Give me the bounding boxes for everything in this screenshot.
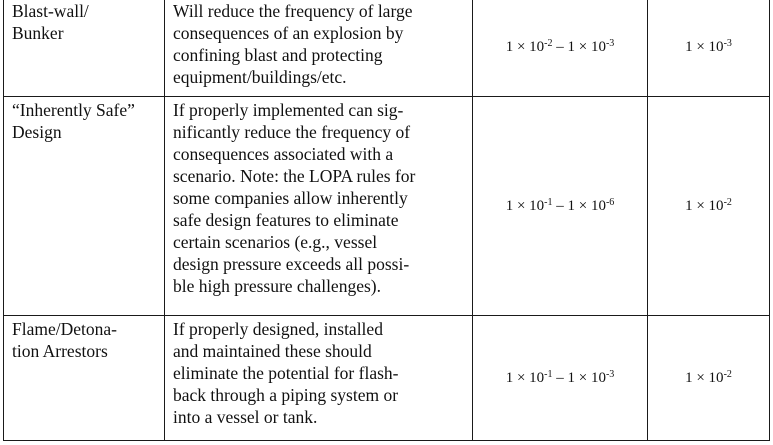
description-line: scenario. Note: the LOPA rules for <box>173 166 416 186</box>
pfd-exponent: -3 <box>723 38 732 49</box>
ipl-name-line: Blast-wall/ <box>12 1 89 21</box>
generic-pfd-cell <box>648 0 770 97</box>
pfd-base: 1 × 10 <box>685 198 724 214</box>
ipl-description-cell <box>165 0 473 97</box>
description-line: ble high pressure challenges). <box>173 276 381 296</box>
description-line: consequences associated with a <box>173 144 394 164</box>
pfd-base: 1 × 10 <box>685 370 724 386</box>
range-low-base: 1 × 10 <box>505 198 545 214</box>
description-line: If properly designed, installed <box>173 319 383 339</box>
pfd-range-cell <box>473 316 648 441</box>
ipl-description-cell <box>165 97 473 316</box>
pfd-range-cell <box>473 0 648 97</box>
range-separator: – <box>552 39 568 55</box>
description-line: design pressure exceeds all possi- <box>173 254 410 274</box>
range-high-exponent: -3 <box>605 369 615 380</box>
range-low-exponent: -2 <box>544 38 553 49</box>
description-line: safe design features to eliminate <box>173 210 399 230</box>
description-line: equipment/buildings/etc. <box>173 67 347 87</box>
pfd-base: 1 × 10 <box>685 39 724 55</box>
ipl-name-line: Flame/Detona- <box>12 319 117 339</box>
description-line: Will reduce the frequency of large <box>173 1 413 21</box>
generic-pfd-cell <box>648 97 770 316</box>
range-low-base: 1 × 10 <box>505 370 545 386</box>
range-high-base: 1 × 10 <box>567 370 606 386</box>
pfd-range-cell <box>473 97 648 316</box>
protection-layer-table <box>3 0 770 441</box>
range-high-exponent: -6 <box>605 197 615 208</box>
range-separator: – <box>552 370 568 386</box>
range-low-exponent: -1 <box>544 197 553 208</box>
ipl-name-line: “Inherently Safe” <box>12 100 135 120</box>
range-high-exponent: -3 <box>605 38 615 49</box>
table-row <box>4 97 770 316</box>
ipl-name-cell <box>4 316 165 441</box>
description-line: certain scenarios (e.g., vessel <box>173 232 378 252</box>
pfd-exponent: -2 <box>723 369 732 380</box>
ipl-name-line: Design <box>12 122 62 142</box>
ipl-name-line: Bunker <box>12 23 64 43</box>
range-separator: – <box>552 198 568 214</box>
range-low-base: 1 × 10 <box>505 39 545 55</box>
description-line: consequences of an explosion by <box>173 23 404 43</box>
range-high-base: 1 × 10 <box>567 198 606 214</box>
range-low-exponent: -1 <box>544 369 553 380</box>
table-row <box>4 0 770 97</box>
ipl-description-cell <box>165 316 473 441</box>
generic-pfd-cell <box>648 316 770 441</box>
description-line: nificantly reduce the frequency of <box>173 122 411 142</box>
description-line: into a vessel or tank. <box>173 407 318 427</box>
description-line: and maintained these should <box>173 341 372 361</box>
range-high-base: 1 × 10 <box>567 39 606 55</box>
description-line: some companies allow inherently <box>173 188 408 208</box>
description-line: back through a piping system or <box>173 385 399 405</box>
description-line: If properly implemented can sig- <box>173 100 404 120</box>
description-line: confining blast and protecting <box>173 45 383 65</box>
pfd-exponent: -2 <box>723 197 732 208</box>
ipl-name-cell <box>4 97 165 316</box>
ipl-name-cell <box>4 0 165 97</box>
ipl-name-line: tion Arrestors <box>12 341 108 361</box>
description-line: eliminate the potential for flash- <box>173 363 399 383</box>
table-row <box>4 316 770 441</box>
